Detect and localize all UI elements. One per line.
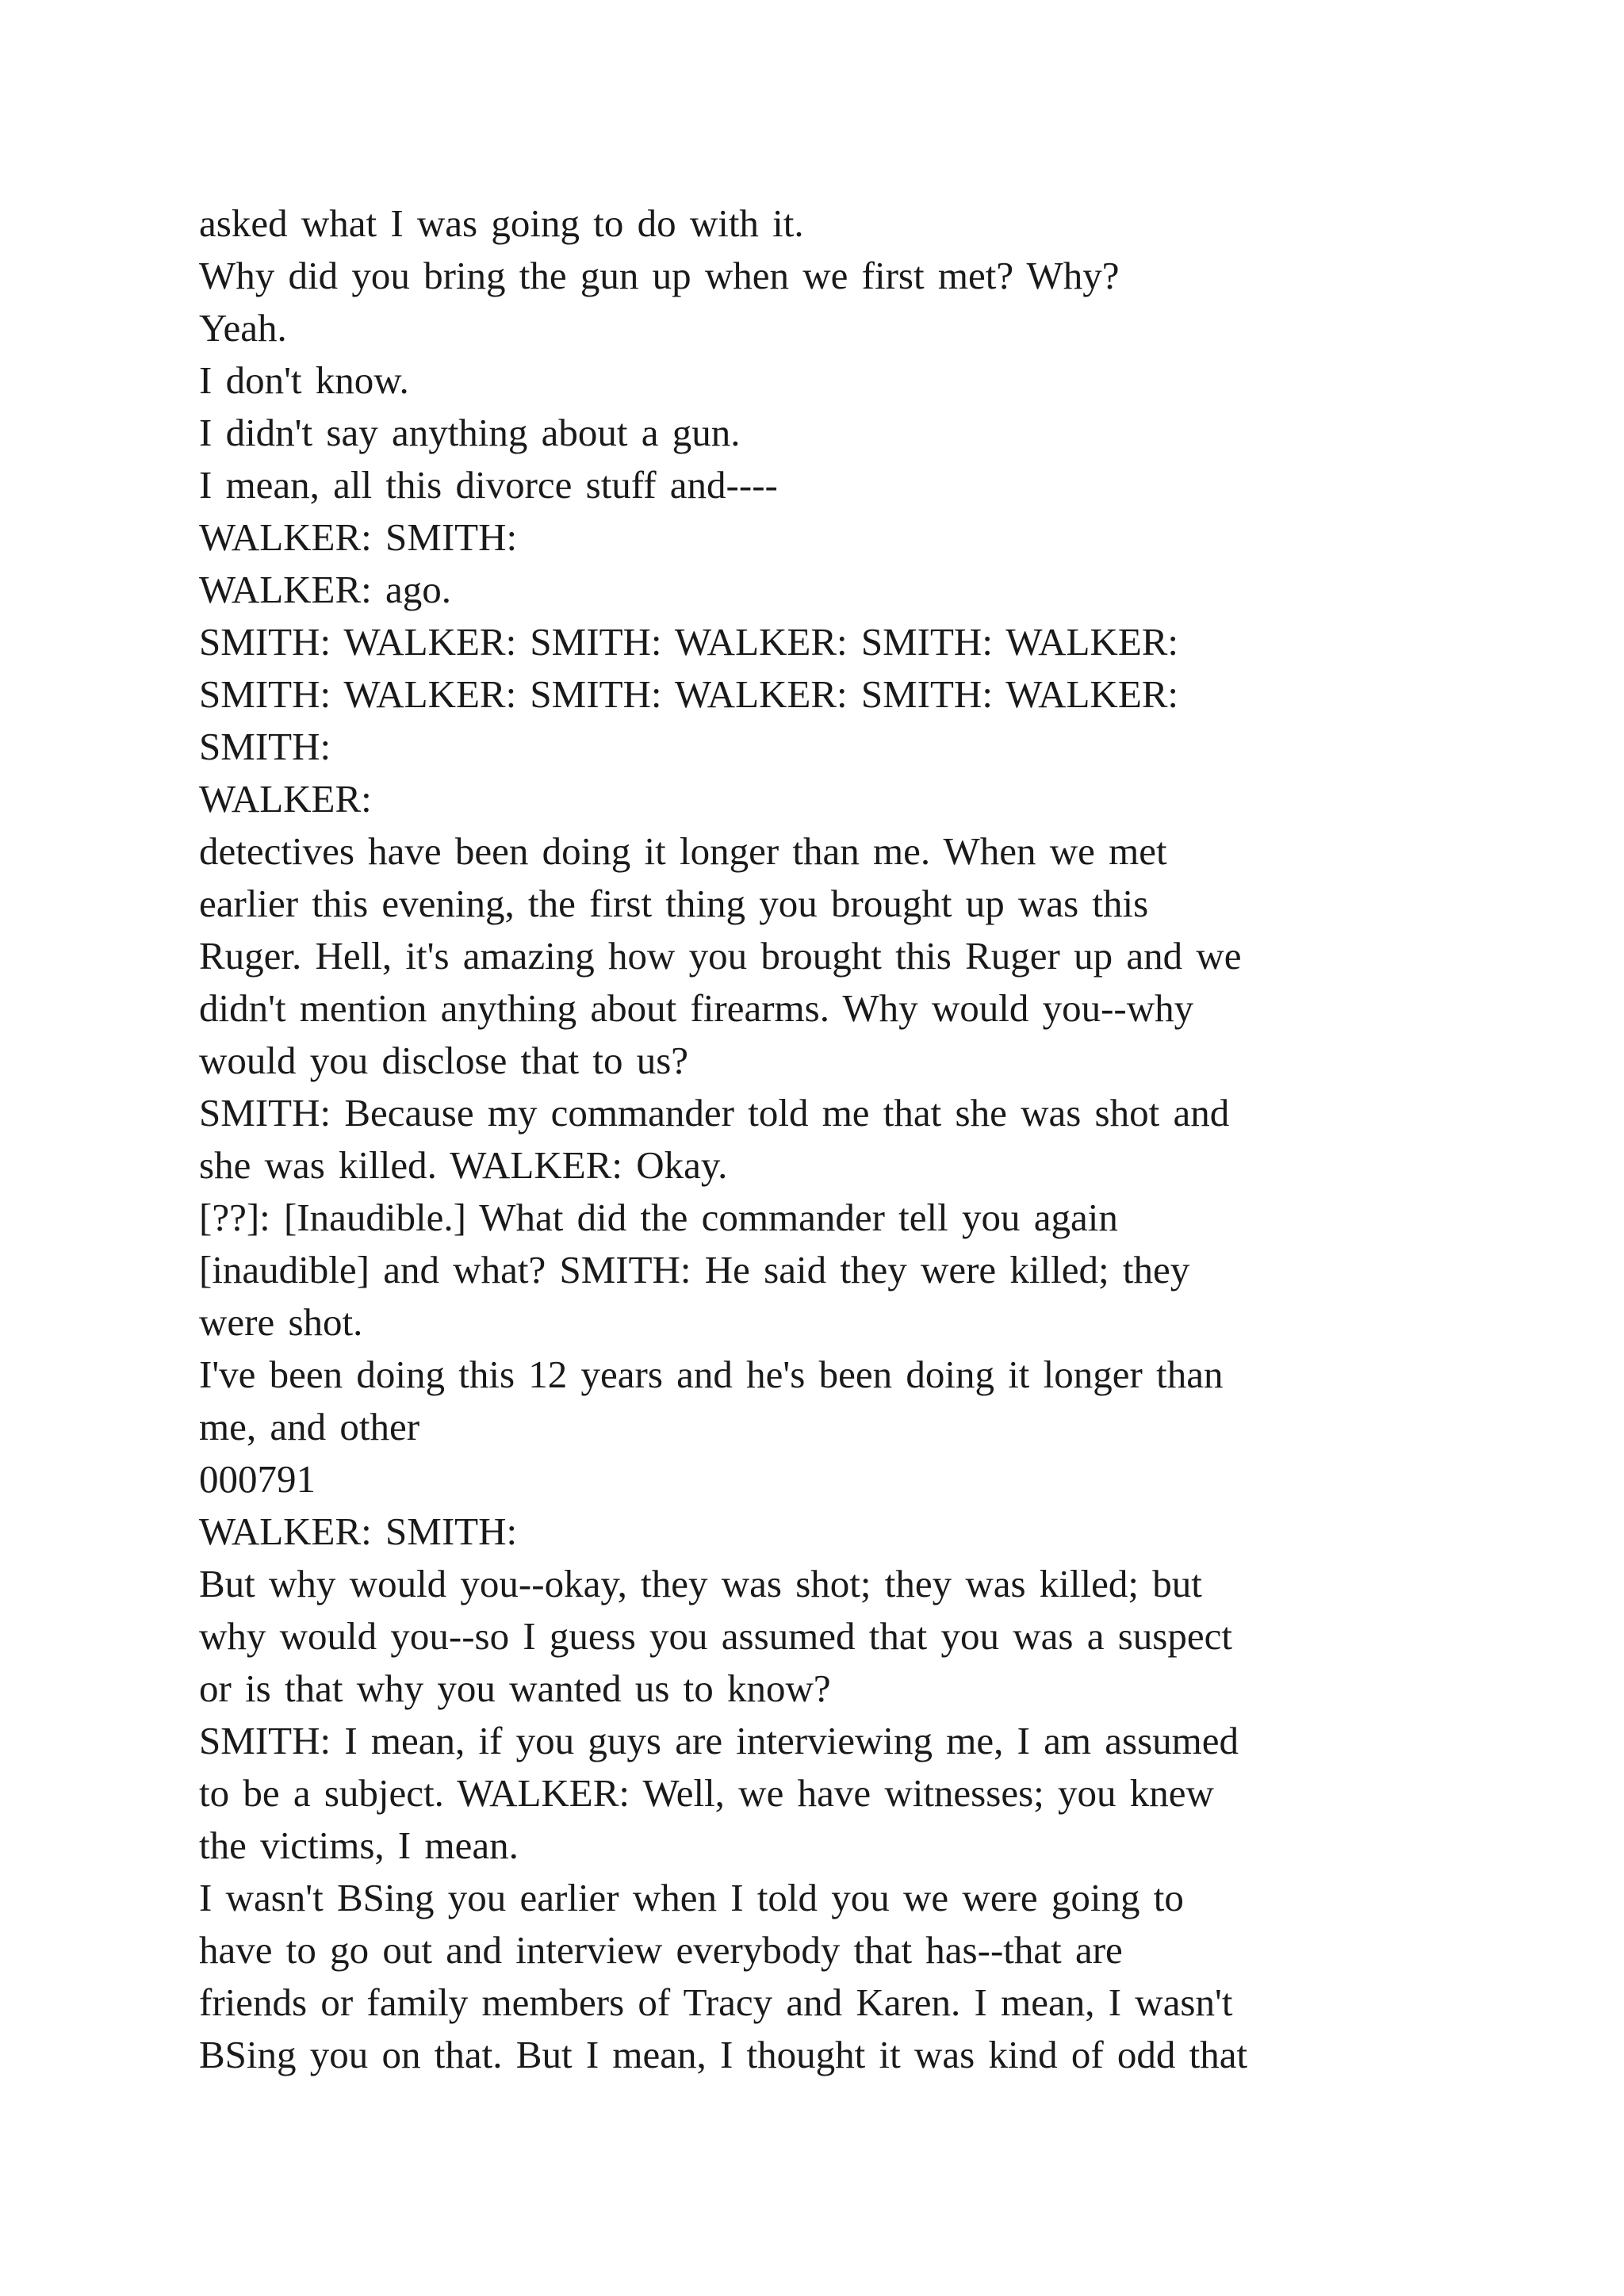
text-line: SMITH: Because my commander told me that she was shot and [199,1091,1230,1135]
text-line: friends or family members of Tracy and Karen. I mean, I wasn't [199,1980,1233,2024]
text-line: would you disclose that to us? [199,1039,689,1082]
text-line: I didn't say anything about a gun. [199,411,741,454]
text-line: WALKER: SMITH: [199,515,518,559]
text-line: why would you--so I guess you assumed that you was a suspect [199,1614,1232,1658]
text-line: have to go out and interview everybody that has--that are [199,1928,1123,1972]
text-line: WALKER: SMITH: [199,1510,518,1553]
text-line: Ruger. Hell, it's amazing how you brought this Ruger up and we [199,934,1242,978]
text-line: But why would you--okay, they was shot; they was killed; but [199,1562,1202,1605]
text-line: earlier this evening, the first thing you brought up was this [199,882,1149,925]
text-line: Yeah. [199,306,287,350]
text-line: [??]: [Inaudible.] What did the commander tell you again [199,1196,1118,1239]
text-line: I mean, all this divorce stuff and---- [199,463,778,507]
text-line: were shot. [199,1300,363,1344]
text-line: [inaudible] and what? SMITH: He said they were killed; they [199,1248,1190,1292]
text-line: Why did you bring the gun up when we first met? Why? [199,254,1120,297]
text-line: I don't know. [199,358,409,402]
text-line: she was killed. WALKER: Okay. [199,1143,728,1187]
transcript-text [199,197,1468,2081]
text-line: detectives have been doing it longer than me. When we met [199,829,1167,873]
text-line: SMITH: WALKER: SMITH: WALKER: SMITH: WALKER: [199,620,1179,664]
text-line: or is that why you wanted us to know? [199,1667,831,1710]
text-line: WALKER: [199,777,372,821]
text-line: didn't mention anything about firearms. Why would you--why [199,986,1194,1030]
text-line: to be a subject. WALKER: Well, we have witnesses; you knew [199,1771,1214,1815]
text-line: SMITH: WALKER: SMITH: WALKER: SMITH: WALKER: [199,672,1179,716]
page-number: 000791 [199,1457,316,1501]
text-line: SMITH: [199,725,331,768]
text-line: me, and other [199,1405,420,1448]
text-line: BSing you on that. But I mean, I thought it was kind of odd that [199,2033,1248,2076]
text-line: asked what I was going to do with it. [199,201,804,245]
text-line: I've been doing this 12 years and he's been doing it longer than [199,1353,1224,1396]
text-line: I wasn't BSing you earlier when I told you we were going to [199,1876,1184,1919]
text-line: SMITH: I mean, if you guys are interviewing me, I am assumed [199,1719,1239,1762]
text-line: the victims, I mean. [199,1823,519,1867]
text-line: WALKER: ago. [199,568,451,611]
